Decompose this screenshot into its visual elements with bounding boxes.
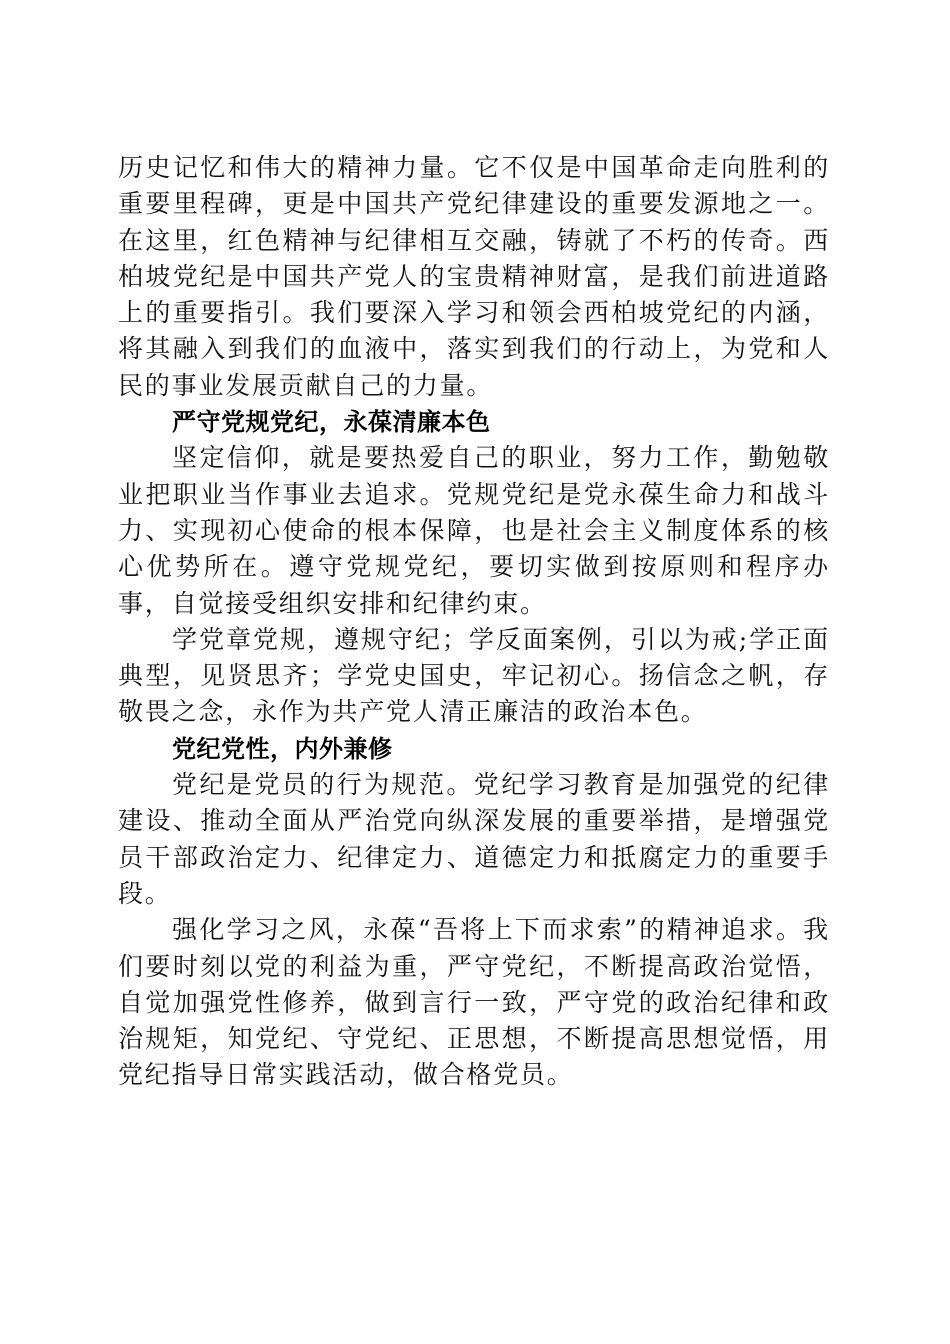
paragraph: 学党章党规，遵规守纪；学反面案例，引以为戒;学正面典型，见贤思齐；学党史国史，牢记初心。扬信念之帆，存敬畏之念，永作为共产党人清正廉洁的政治本色。 xyxy=(118,624,830,727)
paragraph: 坚定信仰，就是要热爱自己的职业，努力工作，勤勉敬业把职业当作事业去追求。党规党纪是党永葆生命力和战斗力、实现初心使命的根本保障，也是社会主义制度体系的核心优势所在。遵守党规党纪，要切实做到按原则和程序办事，自觉接受组织安排和纪律约束。 xyxy=(118,443,830,618)
section-heading-party-spirit: 党纪党性，内外兼修 xyxy=(172,734,393,763)
paragraph: 强化学习之风，永葆“吾将上下而求索”的精神追求。我们要时刻以党的利益为重，严守党纪，不断提高政治觉悟，自觉加强党性修养，做到言行一致，严守党的政治纪律和政治规矩，知党纪、守党纪、正思想，不断提高思想觉悟，用党纪指导日常实践活动，做合格党员。 xyxy=(118,915,830,1090)
paragraph: 党纪是党员的行为规范。党纪学习教育是加强党的纪律建设、推动全面从严治党向纵深发展的重要举措，是增强党员干部政治定力、纪律定力、道德定力和抵腐定力的重要手段。 xyxy=(118,770,830,908)
paragraph-continuation: 历史记忆和伟大的精神力量。它不仅是中国革命走向胜利的重要里程碑，更是中国共产党纪律建设的重要发源地之一。在这里，红色精神与纪律相互交融，铸就了不朽的传奇。西柏坡党纪是中国共产党人的宝贵精神财富，是我们前进道路上的重要指引。我们要深入学习和领会西柏坡党纪的内涵，将其融入到我们的血液中，落实到我们的行动上，为党和人民的事业发展贡献自己的力量。 xyxy=(118,153,830,400)
section-heading-discipline: 严守党规党纪，永葆清廉本色 xyxy=(172,408,491,437)
document-body xyxy=(118,150,830,1094)
